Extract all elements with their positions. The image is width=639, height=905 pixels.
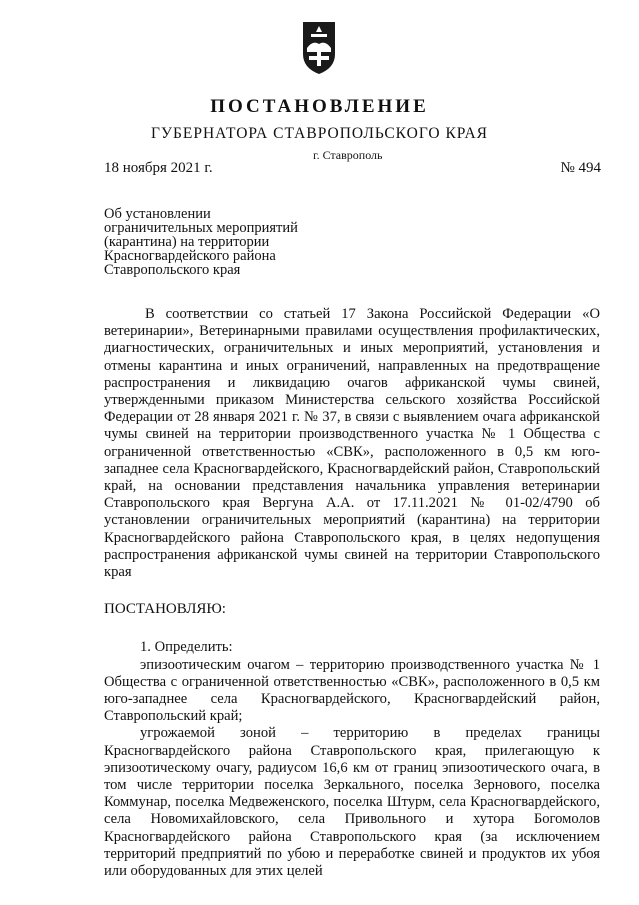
document-date: 18 ноября 2021 г.: [104, 160, 213, 176]
item-1-focus-paragraph: эпизоотическим очагом – территорию производственного участка № 1 Общества с ограниченной ответственностью «СВК», расположенного в 0,5 км юго-западнее села Красногвардейского, Красногвардейский район, Ставропольский край;: [104, 656, 600, 725]
decree-heading: ПОСТАНОВЛЯЮ:: [104, 601, 226, 618]
document-subject: [104, 207, 364, 277]
coat-of-arms-emblem: [299, 18, 339, 76]
subject-line: Об установлении: [104, 206, 211, 222]
subject-line: (карантина) на территории: [104, 234, 270, 250]
item-1-heading: 1. Определить:: [140, 639, 233, 656]
subject-line: ограничительных мероприятий: [104, 220, 298, 236]
item-1-zone-paragraph: угрожаемой зоной – территорию в пределах границы Красногвардейского района Ставропольского края, прилегающую к эпизоотическому очагу, радиусом 16,6 км от границ эпизоотического очага, в том числе территории поселка Зеркального, поселка Зернового, поселка Коммунар, поселка Медвеженского, поселка Штурм, села Красногвардейского, села Новомихайловского, села Привольного и хутора Богомолов Красногвардейского района Ставропольского края (за исключением территорий предприятий по убою и переработке свиней и продуктов их убоя или оборудованных для этих целей: [104, 725, 600, 880]
document-title: ПОСТАНОВЛЕНИЕ: [210, 96, 429, 117]
document-issuer: ГУБЕРНАТОРА СТАВРОПОЛЬСКОГО КРАЯ: [151, 125, 488, 142]
subject-line: Красногвардейского района: [104, 248, 276, 264]
document-number: № 494: [560, 160, 601, 176]
city-label: г. Ставрополь: [313, 148, 383, 162]
preamble-paragraph: В соответствии со статьей 17 Закона Российской Федерации «О ветеринарии», Ветеринарными правилами осуществления профилактических, диагностических, ограничительных и иных мероприятий, установления и отмены карантина и иных ограничений, направленных на предотвращение распространения и ликвидацию очагов африканской чумы свиней, утвержденными приказом Министерства сельского хозяйства Российской Федерации от 28 января 2021 г. № 37, в связи с выявлением очага африканской чумы свиней на территории производственного участка № 1 Общества с ограниченной ответственностью «СВК», расположенного в 0,5 км юго-западнее села Красногвардейского, Красногвардейский район, Ставропольский край, на основании представления начальника управления ветеринарии Ставропольского края Вергуна А.А. от 17.11.2021 № 01-02/4790 об установлении ограничительных мероприятий (карантина) на территории Красногвардейского района Ставропольского края, в целях недопущения распространения африканской чумы свиней на территории Ставропольского края: [104, 306, 600, 581]
subject-line: Ставропольского края: [104, 262, 241, 278]
document-body: [104, 306, 600, 880]
